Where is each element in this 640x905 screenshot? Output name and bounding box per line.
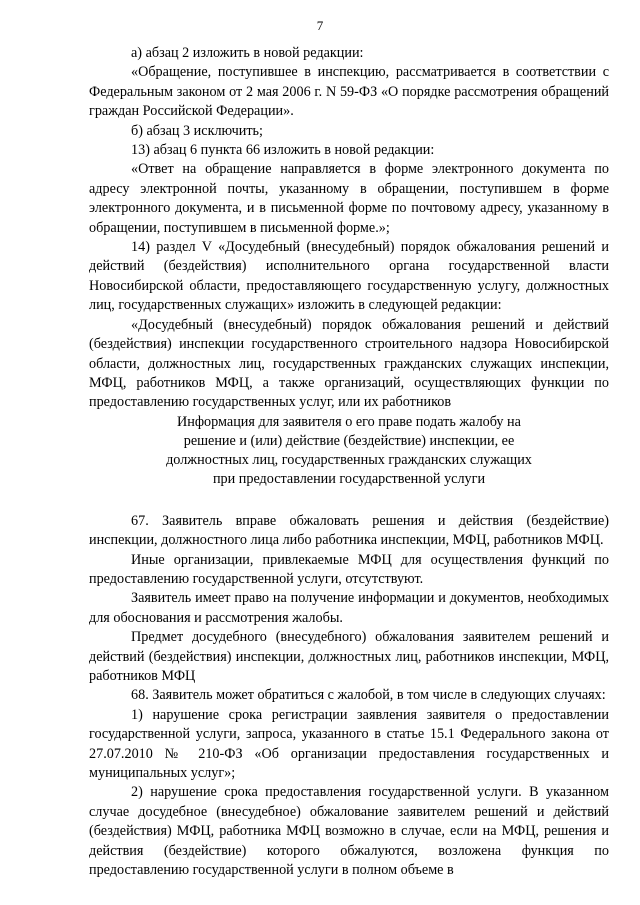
paragraph: «Досудебный (внесудебный) порядок обжалования решений и действий (бездействия) инспекции государственного строительного надзора Новосибирской области, должностных лиц, государственных гражданских служащих инспекции, МФЦ, работников МФЦ, а также организаций, осуществляющих функции по предоставлению государственных услуг, или их работников <box>89 316 609 411</box>
page-number: 7 <box>316 18 324 33</box>
paragraph: 14) раздел V «Досудебный (внесудебный) порядок обжалования решений и действий (бездействия) исполнительного органа государственной власти Новосибирской области, предоставляющего государственную услугу, должностных лиц, государственных служащих» изложить в следующей редакции: <box>89 239 609 314</box>
paragraph: 67. Заявитель вправе обжаловать решения и действия (бездействие) инспекции, должностного лица либо работника инспекции, МФЦ, работников МФЦ. <box>89 512 609 549</box>
paragraph: Иные организации, привлекаемые МФЦ для осуществления функций по предоставлению государственной услуги, отсутствуют. <box>89 551 609 587</box>
document-body <box>89 44 609 880</box>
heading-line: решение и (или) действие (бездействие) инспекции, ее <box>183 432 515 449</box>
paragraph: 1) нарушение срока регистрации заявления заявителя о предоставлении государственной услуги, запроса, указанного в статье 15.1 Федерального закона от 27.07.2010 № 210-ФЗ «Об организации предоставления государственных и муниципальных услуг»; <box>89 706 609 781</box>
heading-line: Информация для заявителя о его праве подать жалобу на <box>177 413 521 430</box>
paragraph: 2) нарушение срока предоставления государственной услуги. В указанном случае досудебное (внесудебное) обжалование заявителем решений и действий (бездействия) МФЦ, работника МФЦ возможно в случае, если на МФЦ, решения и действия (бездействие) которого обжалуются, возложена функция по предоставлению государственной услуги в полном объеме в <box>89 784 609 879</box>
paragraph: 68. Заявитель может обратиться с жалобой, в том числе в следующих случаях: <box>131 687 606 704</box>
heading-line: должностных лиц, государственных гражданских служащих <box>166 451 532 468</box>
paragraph: «Ответ на обращение направляется в форме электронного документа по адресу электронной почты, указанному в обращении, поступившем в форме электронного документа, и в письменной форме по почтовому адресу, указанному в обращении, поступившем в письменной форме.»; <box>89 161 609 236</box>
paragraph: «Обращение, поступившее в инспекцию, рассматривается в соответствии с Федеральным законом от 2 мая 2006 г. N 59-ФЗ «О порядке рассмотрения обращений граждан Российской Федерации». <box>89 64 609 120</box>
paragraph: Заявитель имеет право на получение информации и документов, необходимых для обоснования и рассмотрения жалобы. <box>89 590 609 626</box>
paragraph: б) абзац 3 исключить; <box>131 122 263 139</box>
paragraph: 13) абзац 6 пункта 66 изложить в новой редакции: <box>131 142 435 159</box>
heading-line: при предоставлении государственной услуги <box>212 470 486 487</box>
paragraph: а) абзац 2 изложить в новой редакции: <box>131 45 364 61</box>
paragraph: Предмет досудебного (внесудебного) обжалования заявителем решений и действий (бездействия) инспекции, должностных лиц, работников инспекции, МФЦ, работников МФЦ <box>89 629 609 684</box>
section-heading <box>89 413 609 489</box>
